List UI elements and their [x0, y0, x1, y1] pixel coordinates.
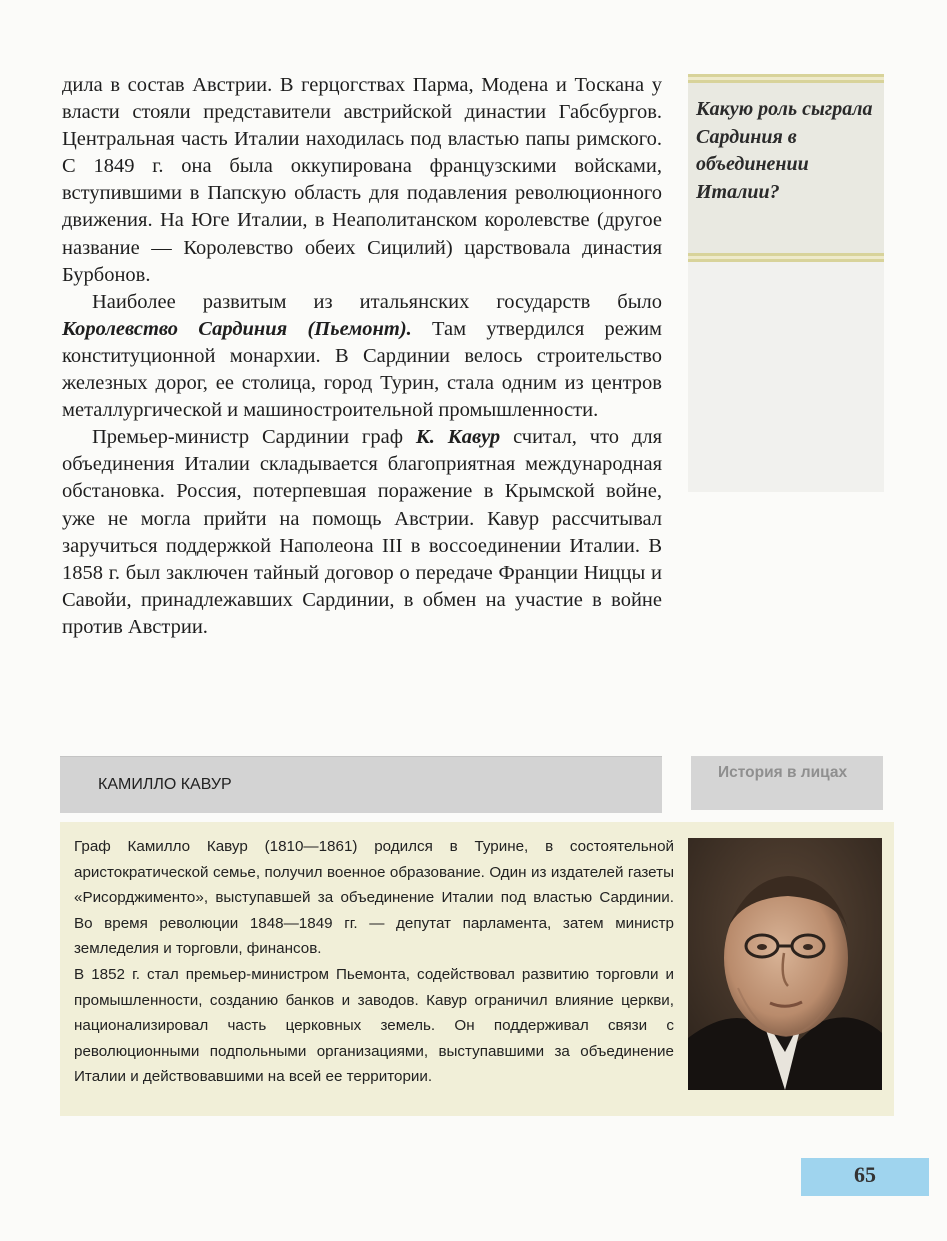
- paragraph-3-end: считал, что для объединения Италии складывается благоприятная международная обстановка. Россия, потерпевшая поражение в Крымской войне, уже не могла прийти на помощь Австрии. Кавур рассчитывал заручиться поддержкой Наполеона III в воссоединении Италии. В 1858 г. был заключен тайный договор о передаче Франции Ниццы и Савойи, принадлежавших Сардинии, в обмен на участие в войне против Австрии.: [62, 426, 663, 638]
- main-text: [62, 72, 662, 641]
- biography-title: КАМИЛЛО КАВУР: [98, 776, 232, 793]
- margin-panel: [688, 262, 884, 492]
- biography-text: [74, 834, 674, 1090]
- question-box: [688, 74, 884, 262]
- section-tag-label: История в лицах: [718, 764, 848, 781]
- portrait-image: [688, 838, 882, 1090]
- biography-paragraph-2: В 1852 г. стал премьер-министром Пьемонта, содействовал развитию торговли и промышленности, созданию банков и заводов. Кавур ограничил влияние церкви, национализировал часть церковных земель. Он поддерживал связи с революционными подпольными организациями, выступавшими за объединение Италии и действовавшими на всей ее территории.: [74, 965, 674, 1086]
- biography-paragraph-1: Граф Камилло Кавур (1810—1861) родился в Турине, в состоятельной аристократической семье, получил военное образование. Один из издателей газеты «Рисорджименто», выступавшей за объединение Италии под властью Сардинии. Во время революции 1848—1849 гг. — депутат парламента, затем министр земледелия и торговли, финансов.: [74, 838, 674, 958]
- page-number: 65: [854, 1162, 876, 1187]
- paragraph-2-end: Там утвердился режим конституционной монархии. В Сардинии велось строительство железных дорог, ее столица, город Турин, стала одним из центров металлургической и машиностроительной промышленности.: [62, 317, 663, 422]
- question-top-bar: [688, 74, 884, 83]
- paragraph-2: [62, 289, 662, 424]
- question-text: Какую роль сыграла Сардиния в объединении Италии?: [696, 98, 873, 203]
- biography-header: [60, 756, 662, 813]
- page-number-badge: [801, 1158, 929, 1196]
- term-kingdom-sardinia: Королевство Сардиния (Пьемонт).: [62, 317, 412, 340]
- paragraph-2-start: Наиболее развитым из итальянских государств было: [92, 290, 662, 313]
- question-bottom-bar: [688, 253, 884, 262]
- paragraph-1: дила в состав Австрии. В герцогствах Парма, Модена и Тоскана у власти стояли представители австрийской династии Габсбургов. Центральная часть Италии находилась под властью папы римского. С 1849 г. она была оккупирована французскими войсками, вступившими в Папскую область для подавления революционного движения. На Юге Италии, в Неаполитанском королевстве (другое название — Королевство обеих Сицилий) царствовала династия Бурбонов.: [62, 74, 662, 286]
- paragraph-3-start: Премьер-министр Сардинии граф: [92, 426, 416, 449]
- paragraph-3: [62, 424, 662, 641]
- section-tag: [691, 756, 883, 810]
- term-cavour: К. Кавур: [415, 426, 501, 449]
